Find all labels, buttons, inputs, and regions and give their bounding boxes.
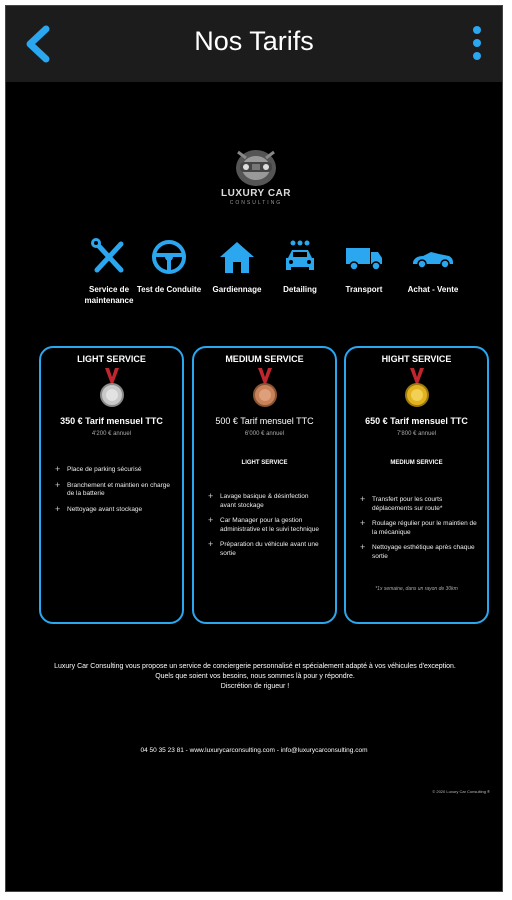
intro-line: Quels que soient vos besoins, nous sommes là pour y répondre. xyxy=(155,673,355,680)
plan-price: 650 € Tarif mensuel TTC xyxy=(365,416,468,426)
plan-annual-price: 6'000 € annuel xyxy=(244,431,285,437)
feature-item: + Nettoyage avant stockage xyxy=(55,506,172,515)
service-label: Transport xyxy=(345,285,383,294)
wrench-screwdriver-icon xyxy=(89,238,129,276)
plan-includes: MEDIUM SERVICE xyxy=(390,460,443,466)
intro-line: Luxury Car Consulting vous propose un service de conciergerie personnalisé et spécialement adapté à vos véhicules d'exception. xyxy=(54,663,456,670)
contact-line: 04 50 35 23 81 - www.luxurycarconsulting.com - info@luxurycarconsulting.com xyxy=(140,747,368,754)
service-label: Achat - Vente xyxy=(407,285,459,294)
plan-price: 350 € Tarif mensuel TTC xyxy=(60,416,163,426)
brand-name: LUXURY CAR xyxy=(220,188,291,199)
service-label: Gardiennage xyxy=(212,285,262,294)
feature-item: + Place de parking sécurisé xyxy=(55,466,172,475)
service-detailing xyxy=(265,238,335,295)
gold-medal-icon xyxy=(402,368,432,408)
car-wash-icon xyxy=(280,238,320,276)
service-label: Detailing xyxy=(283,285,317,294)
plan-footnote: *1x semaine, dans un rayon de 30km xyxy=(375,586,458,592)
feature-item: + Car Manager pour la gestion administrative et le suivi technique xyxy=(208,517,325,534)
feature-item: + Branchement et maintien en charge de la batterie xyxy=(55,482,172,499)
more-vert-icon[interactable] xyxy=(470,26,484,64)
feature-item: + Roulage régulier pour le maintien de la mécanique xyxy=(360,520,477,537)
steering-wheel-icon xyxy=(149,238,189,276)
page-title: Nos Tarifs xyxy=(194,26,314,56)
feature-list xyxy=(55,466,172,521)
plan-includes: LIGHT SERVICE xyxy=(241,460,288,466)
service-label: Service de maintenance xyxy=(84,285,134,305)
plan-card-high xyxy=(344,346,489,624)
plan-annual-price: 7'800 € annuel xyxy=(396,431,437,437)
feature-item: + Nettoyage esthétique après chaque sortie xyxy=(360,544,477,561)
plan-annual-price: 4'200 € annuel xyxy=(91,431,132,437)
app-frame xyxy=(5,5,503,892)
service-label: Test de Conduite xyxy=(136,285,202,294)
feature-item: + Lavage basique & désinfection avant stockage xyxy=(208,493,325,510)
plan-title: LIGHT SERVICE xyxy=(77,354,146,364)
feature-list xyxy=(208,493,325,565)
plan-title: MEDIUM SERVICE xyxy=(225,354,304,364)
plan-title: HIGHT SERVICE xyxy=(381,354,452,364)
app-bar xyxy=(6,6,502,82)
service-transport xyxy=(329,238,399,295)
copyright-text: © 2020 Luxury Car Consulting ® xyxy=(432,789,490,794)
convertible-car-icon xyxy=(411,238,455,276)
service-buy-sell xyxy=(398,238,468,295)
bronze-medal-icon xyxy=(250,368,280,408)
brand-tagline: CONSULTING xyxy=(229,200,283,206)
service-test-drive xyxy=(134,238,204,295)
truck-icon xyxy=(344,238,384,276)
intro-line: Discrétion de rigueur ! xyxy=(220,683,290,690)
plan-card-medium xyxy=(192,346,337,624)
plan-price: 500 € Tarif mensuel TTC xyxy=(215,416,314,426)
garage-house-icon xyxy=(217,238,257,276)
feature-item: + Préparation du véhicule avant une sortie xyxy=(208,541,325,558)
intro-text xyxy=(46,662,464,692)
silver-medal-icon xyxy=(97,368,127,408)
feature-list xyxy=(360,496,477,568)
feature-item: + Transfert pour les courts déplacements sur route* xyxy=(360,496,477,513)
plan-card-light xyxy=(39,346,184,624)
service-storage xyxy=(202,238,272,295)
